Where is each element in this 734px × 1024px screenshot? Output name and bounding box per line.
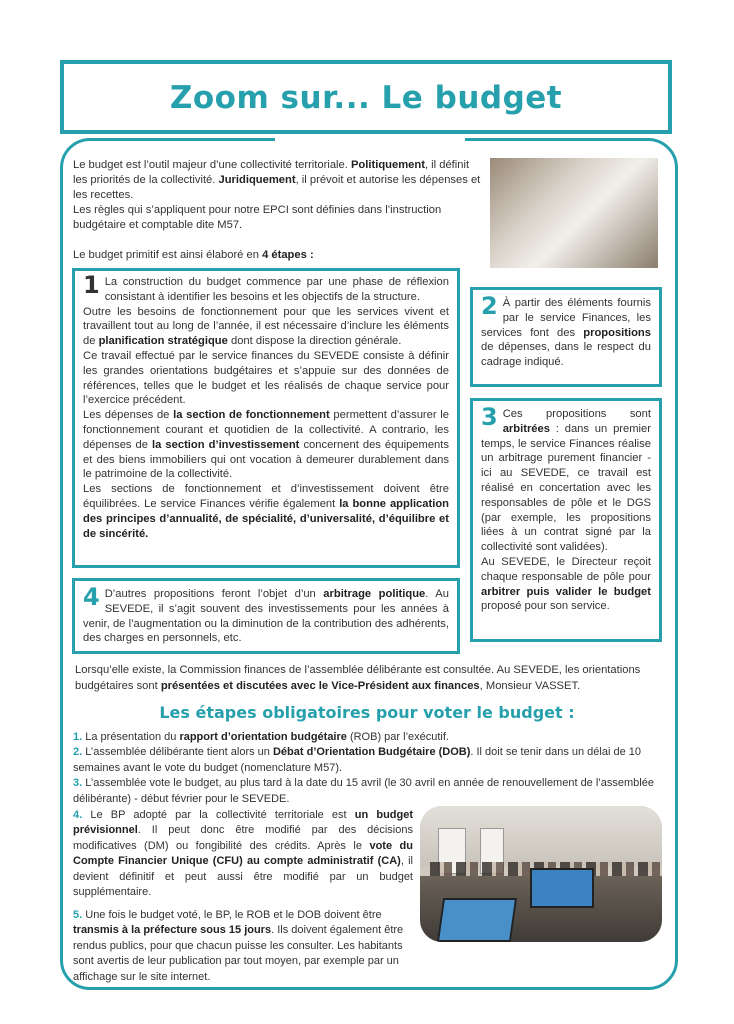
box3-tf: proposé pour son service.: [481, 600, 610, 613]
step-box-3: [470, 398, 662, 642]
box3-te: arbitrer puis valider le budget: [481, 585, 651, 598]
title-box: [60, 60, 672, 134]
s2c: . Il doit se tenir dans un délai de 10 semaines avant le vote du budget (nomenclature M57).: [73, 746, 642, 774]
box1-t3: Ce travail effectué par le service finances du SEVEDE consiste à définir les grandes orientations budgétaires et s’appuie sur des données de références, telles que le budget et les réalisés de chaque service pour l’exercice précédent.: [83, 349, 449, 407]
intro-l2: Les règles qui s’appliquent pour notre EPCI sont définies dans l’instruction budgétaire et comptable dite M57.: [73, 204, 442, 231]
section-subtitle: Les étapes obligatoires pour voter le budget :: [159, 703, 575, 722]
box1-t5a: Les sections de fonctionnement et d’investissement doivent être équilibrées. Le service Finances vérifie également: [83, 483, 449, 510]
photo-laptop-screen: [437, 898, 517, 942]
s5a: Une fois le budget voté, le BP, le ROB et le DOB doivent être: [82, 909, 382, 921]
s4e: , il devient définitif et peut aussi être modifié par un budget supplémentaire.: [73, 855, 413, 899]
intro-steps-line: [73, 249, 314, 261]
s4c: . Il peut donc être modifié par des décisions modificatives (DM) ou fongibilité des crédits. Après le: [73, 824, 413, 852]
step-box-4: [72, 578, 460, 654]
box4-tc: . Au SEVEDE, il s’agit souvent des investissements pour les années à venir, de l’augmentation ou la diminution de la contribution des adhérents, des charges en personnels, etc.: [83, 588, 449, 645]
step-number-2: 2: [481, 292, 498, 320]
page-title: Zoom sur... Le budget: [169, 80, 563, 116]
box4-tb: arbitrage politique: [323, 588, 426, 600]
step-box-1: [72, 268, 460, 568]
box1-t2c: dont dispose la direction générale.: [227, 335, 402, 348]
after-b: présentées et discutées avec le Vice-Président aux finances: [160, 680, 480, 692]
intro-l1e: , il prévoit et autorise les dépenses et les recettes.: [73, 174, 481, 201]
intro-l1b: Politiquement: [350, 159, 425, 171]
s1a: La présentation du: [82, 731, 180, 743]
steps-list: [73, 730, 663, 807]
frame-gap: [275, 134, 465, 142]
box1-t4a: Les dépenses de: [83, 409, 174, 422]
step-number-3: 3: [481, 403, 498, 431]
photo-screen: [530, 868, 594, 908]
step-item-1: [73, 730, 663, 745]
s1b: rapport d’orientation budgétaire: [179, 731, 347, 743]
box1-t1: La construction du budget commence par une phase de réflexion consistant à identifier les besoins et les objectifs de la structure.: [104, 276, 449, 303]
s4d: vote du Compte Financier Unique (CFU) au compte administratif (CA): [73, 839, 413, 868]
step-item-2-num: 2.: [73, 746, 83, 759]
box1-t4d: la section d’investissement: [152, 438, 300, 451]
s3a: L’assemblée vote le budget, au plus tard à la date du 15 avril (le 30 avril en année de renouvellement de l’assemblée délibérante) - début février pour le SEVEDE.: [73, 777, 654, 805]
box2-tc: de dépenses, dans le respect du cadrage indiqué.: [481, 341, 651, 369]
box1-t2b: planification stratégique: [98, 335, 228, 348]
step-item-5: [73, 908, 413, 985]
s5b: transmis à la préfecture sous 15 jours: [73, 924, 272, 937]
box3-tb: arbitrées: [502, 422, 550, 435]
steps-list-lower: [73, 808, 413, 900]
intro-l3b: 4 étapes :: [262, 249, 314, 261]
after-c: , Monsieur VASSET.: [479, 680, 581, 692]
s2a: L’assemblée délibérante tient alors un: [82, 746, 273, 759]
s1c: (ROB) par l’exécutif.: [346, 731, 449, 743]
box1-t4c: permettent d’assurer le fonctionnement courant et quotidien de la collectivité. A contrario, les dépenses de: [83, 409, 450, 451]
intro-l1c: , il définit les priorités de la collectivité.: [73, 159, 470, 186]
step-item-2: [73, 745, 663, 776]
box1-t4b: la section de fonctionnement: [173, 409, 330, 422]
box1-t2a: Outre les besoins de fonctionnement pour que les services vivent et travaillent tout au long de l’année, il est nécessaire d’inclure les éléments de: [83, 305, 449, 348]
step-item-5-num: 5.: [73, 909, 83, 921]
step-item-4-num: 4.: [73, 809, 83, 821]
box3-ta: Ces propositions sont: [502, 408, 651, 420]
step-item-1-num: 1.: [73, 731, 83, 743]
s4a: Le BP adopté par la collectivité territoriale est: [82, 809, 355, 821]
box2-tb: propositions: [583, 326, 651, 339]
after-a: Lorsqu’elle existe, la Commission finances de l’assemblée délibérante est consultée. Au SEVEDE, les orientations budgétaires sont: [75, 664, 641, 692]
steps-list-last: [73, 908, 413, 985]
box4-ta: D’autres propositions feront l’objet d’un: [104, 588, 324, 600]
step-item-3-num: 3.: [73, 777, 83, 790]
step-box-2: [470, 287, 662, 387]
s4b: un budget prévisionnel: [73, 809, 414, 837]
intro-l1a: Le budget est l’outil majeur d’une collectivité territoriale.: [73, 159, 351, 171]
commission-text: [75, 662, 675, 694]
step-number-1: 1: [83, 271, 100, 299]
box3-td: Au SEVEDE, le Directeur reçoit chaque responsable de pôle pour: [481, 555, 651, 583]
intro-l3a: Le budget primitif est ainsi élaboré en: [73, 249, 263, 261]
box3-tc: : dans un premier temps, le service Finances réalise un arbitrage purement financier - ici au SEVEDE, ce travail est réalisé en concertation avec les responsables de pôle et le DGS (par exemple, les propositions liées à un contrat signé par la collectivité sont validées).: [481, 422, 651, 554]
step-item-4: [73, 808, 413, 900]
photo-calculator: [490, 158, 658, 268]
s5c: . Ils doivent également être rendus publics, pour que chacun puisse les consulter. Les habitants sont avertis de leur publication par tout moyen, par exemple par un affichage sur le site internet.: [73, 924, 404, 983]
box1-t5b: la bonne application des principes d’annualité, de spécialité, d’universalité, d’équilibre et de sincérité.: [83, 497, 449, 540]
box1-t4e: concernent des équipements et des biens immobiliers qui ont vocation à demeurer durablement dans le patrimoine de la collectivité.: [83, 438, 449, 481]
photo-council-meeting: [420, 806, 662, 942]
step-number-4: 4: [83, 583, 100, 611]
box2-ta: À partir des éléments fournis par le service Finances, les services font des: [481, 297, 651, 339]
s2b: Débat d’Orientation Budgétaire (DOB): [272, 746, 471, 759]
step-item-3: [73, 776, 663, 807]
intro-text: [73, 158, 483, 233]
intro-l1d: Juridiquement: [218, 174, 296, 186]
